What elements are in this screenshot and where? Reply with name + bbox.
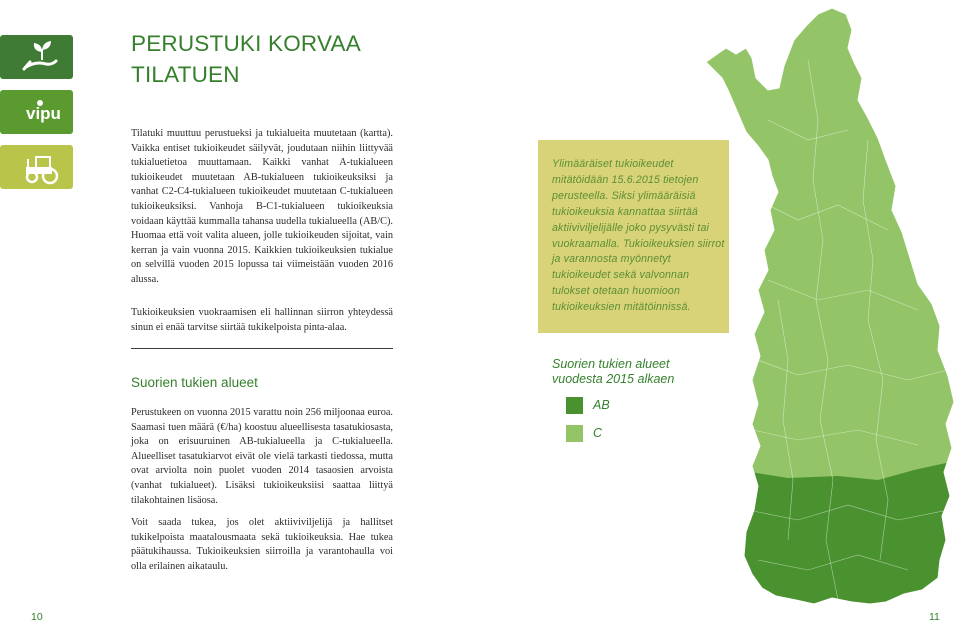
legend-swatch-ab bbox=[566, 397, 583, 414]
eligibility-paragraph: Voit saada tukea, jos olet aktiiviviljelijä ja hallitset tukikelpoista maatalousmaata sekä tukioikeuksia. Hae tukea päätukihaussa. Tukioikeuksien siirroilla ja varantohaulla voi olla erilainen aikataulu. bbox=[131, 517, 393, 572]
page-number-right: 11 bbox=[929, 611, 940, 623]
rental-paragraph: Tukioikeuksien vuokraamisen eli hallinnan siirron yhteydessä sinun ei enää tarvitse siirtää tukikelpoista pinta-alaa. bbox=[131, 307, 393, 333]
page-number-left: 10 bbox=[31, 611, 43, 623]
vipu-logo-text: vipu bbox=[26, 104, 61, 123]
legend-title-line-2: vuodesta 2015 alkaen bbox=[552, 371, 675, 386]
legend-label-ab: AB bbox=[593, 398, 610, 412]
hand-plant-icon bbox=[0, 35, 73, 79]
intro-paragraph: Tilatuki muuttuu perustueksi ja tukialueita muutetaan (kartta). Vaikka entiset tukioikeudet säilyvät, joudutaan niihin liittyvää tukialuetietoa muuttamaan. Kaikki vanhat A-tukialueen tukioikeudet muutetaan AB-tukialueen tukioikeuksiksi ja vanhat C2-C4-tukialueen tukioikeudet muutetaan C-tukialueen tukioikeuksiksi. Vanhoja B-C1-tukialueen tukioikeuksia voidaan käyttää kummalla tahansa uudella tukialueella (AB/C). Huomaa että voit valita alueen, jolle tukioikeuden sijoitat, vain kerran ja vain vuonna 2015. Kaikkien tukioikeuksien tukialue on selvillä vuoden 2015 lopussa tai viimeistään vuoden 2016 alussa. bbox=[131, 128, 393, 285]
legend-title bbox=[552, 357, 674, 386]
section-heading: Suorien tukien alueet bbox=[131, 375, 258, 390]
note-box: Ylimääräiset tukioikeudet mitätöidään 15.6.2015 tietojen perusteella. Siksi ylimääräisiä tukioikeuksia kannattaa siirtää aktiiviviljelijälle joko pysyvästi tai vuokraamalla. Tukioikeuksien siirrot ja varannosta myönnetyt tukioikeudet sekä valvonnan tulokset otetaan huomioon tukioikeuksien mitätöinnissä. bbox=[538, 140, 729, 333]
vipu-logo bbox=[0, 90, 73, 134]
page-title-line-2: TILATUEN bbox=[131, 62, 240, 87]
region-ab bbox=[648, 460, 960, 625]
legend-swatch-c bbox=[566, 425, 583, 442]
legend-label-c: C bbox=[593, 426, 603, 440]
divider bbox=[131, 348, 393, 349]
page-title bbox=[131, 28, 361, 90]
page-title-line-1: PERUSTUKI KORVAA bbox=[131, 31, 361, 56]
basic-support-paragraph: Perustukeen on vuonna 2015 varattu noin 256 miljoonaa euroa. Saamasi tuen määrä (€/ha) koostuu alueellisesta tasatukiosasta, joka on erisuuruinen AB-tukialueella ja C-tukialueella. Alueelliset tasatukiarvot eivät ole vielä tarkasti tiedossa, mutta ovat arviolta noin puolet vuoden 2014 tasaosien arvoista (vanhat tukialueet). Lisäksi tukioikeuksiisi saattaa liittyä tilakohtainen lisäosa. bbox=[131, 407, 393, 506]
tractor-icon bbox=[0, 145, 73, 189]
legend-title-line-1: Suorien tukien alueet bbox=[552, 357, 670, 371]
